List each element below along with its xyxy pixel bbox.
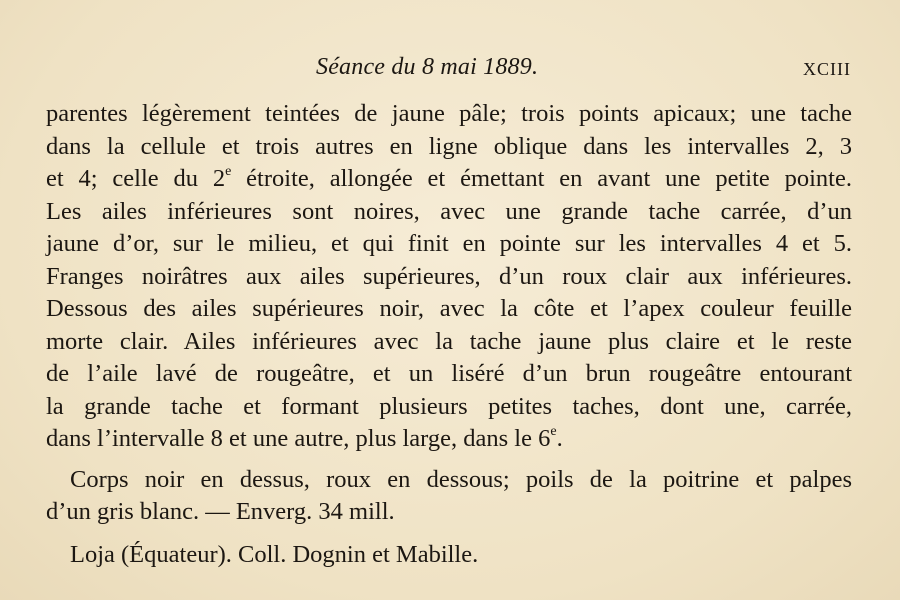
superscript: e xyxy=(550,423,557,439)
paragraph xyxy=(46,98,852,456)
ordinal-number: 2 xyxy=(212,165,226,192)
text-line xyxy=(46,423,852,456)
text-line: parentes légèrement teintées de jaune pâle; trois points apicaux; une tache xyxy=(46,100,852,127)
text-line: Dessous des ailes supérieures noir, avec la côte et l’apex couleur feuille xyxy=(46,295,852,322)
text-line: dans la cellule et trois autres en ligne oblique dans les intervalles 2, 3 xyxy=(46,132,852,160)
paragraph-spacer xyxy=(46,529,852,539)
text-fragment: . xyxy=(556,425,563,452)
text-line: Franges noirâtres aux ailes supérieures, d’un roux clair aux inférieures. xyxy=(46,262,852,290)
running-head-title: Séance du 8 mai 1889. xyxy=(316,54,539,80)
text-line: Loja (Équateur). Coll. Dognin et Mabille. xyxy=(70,540,479,568)
paragraph xyxy=(46,539,852,572)
text-line: Corps noir en dessus, roux en dessous; poils de la poitrine et palpes xyxy=(70,465,852,493)
text-line: d’un gris blanc. — Enverg. 34 mill. xyxy=(46,498,395,525)
paragraph xyxy=(46,464,852,529)
paragraph-spacer xyxy=(46,456,852,464)
text-fragment: et 4; celle du xyxy=(46,165,213,192)
text-line: morte clair. Ailes inférieures avec la tache jaune plus claire et le reste xyxy=(46,327,852,355)
text-line: de l’aile lavé de rougeâtre, et un liséré d’un brun rougeâtre entourant xyxy=(46,360,852,387)
superscript: e xyxy=(225,163,232,179)
text-fragment: dans l’intervalle 8 et une autre, plus large, dans le 6 xyxy=(46,425,551,452)
body-text xyxy=(46,98,852,571)
text-line: jaune d’or, sur le milieu, et qui finit en pointe sur les intervalles 4 et 5. xyxy=(46,230,852,257)
text-line: la grande tache et formant plusieurs petites taches, dont une, carrée, xyxy=(46,392,852,420)
running-head xyxy=(0,54,900,88)
text-line xyxy=(46,163,852,196)
page-number: XCIII xyxy=(803,59,851,79)
text-line: Les ailes inférieures sont noires, avec une grande tache carrée, d’un xyxy=(46,197,852,225)
text-fragment: étroite, allongée et émettant en avant une petite pointe. xyxy=(231,165,852,192)
